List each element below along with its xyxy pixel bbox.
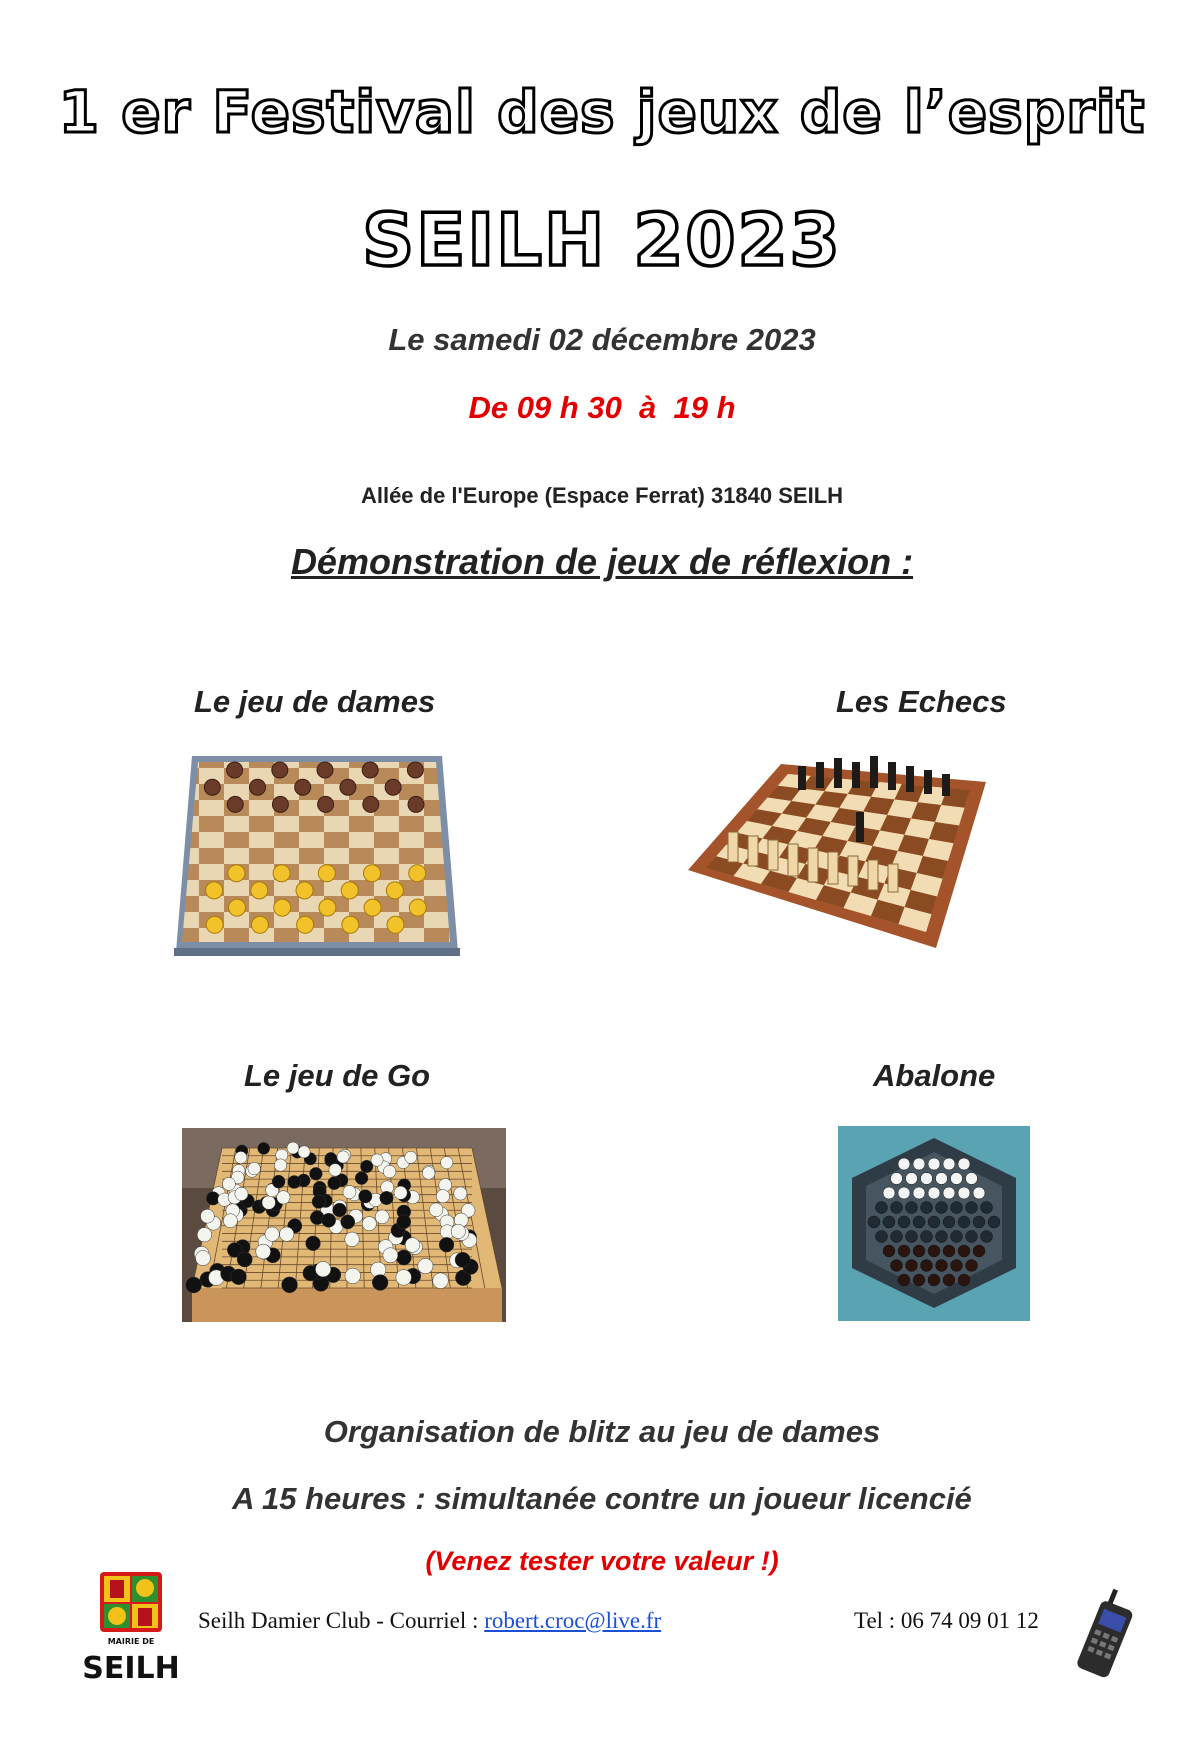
event-date: Le samedi 02 décembre 2023 [388,322,816,357]
blitz-text: Organisation de blitz au jeu de dames [323,1414,881,1449]
abalone-board-image [838,1126,1030,1321]
cta-text: (Venez tester votre valeur !) [425,1546,779,1576]
footer-contact [198,1608,661,1634]
simul-text: A 15 heures : simultanée contre un joueur licencié [232,1481,972,1516]
game-label-dames: Le jeu de dames [194,684,436,719]
mobile-phone-icon [1078,1588,1138,1680]
email-link[interactable]: robert.croc@live.fr [484,1608,662,1633]
event-address: Allée de l'Europe (Espace Ferrat) 31840 SEILH [360,483,844,508]
festival-subtitle: SEILH 2023 [362,198,842,282]
chess-board-image [686,752,986,948]
checkers-board-image [174,752,460,956]
go-board-image [182,1128,506,1322]
svg-text:SEILH: SEILH [82,1651,180,1686]
game-label-echecs: Les Echecs [836,684,1007,719]
demo-heading: Démonstration de jeux de réflexion : [290,541,914,582]
footer-tel: Tel : 06 74 09 01 12 [854,1608,1039,1633]
event-hours: De 09 h 30 à 19 h [468,390,736,425]
svg-text:MAIRIE DE: MAIRIE DE [107,1637,155,1646]
game-label-go: Le jeu de Go [244,1058,431,1093]
seilh-town-logo [82,1570,180,1686]
festival-title: 1 er Festival des jeux de l’esprit [58,78,1146,146]
game-label-abalone: Abalone [873,1058,996,1093]
footer-club: Seilh Damier Club - Courriel : [198,1608,485,1633]
